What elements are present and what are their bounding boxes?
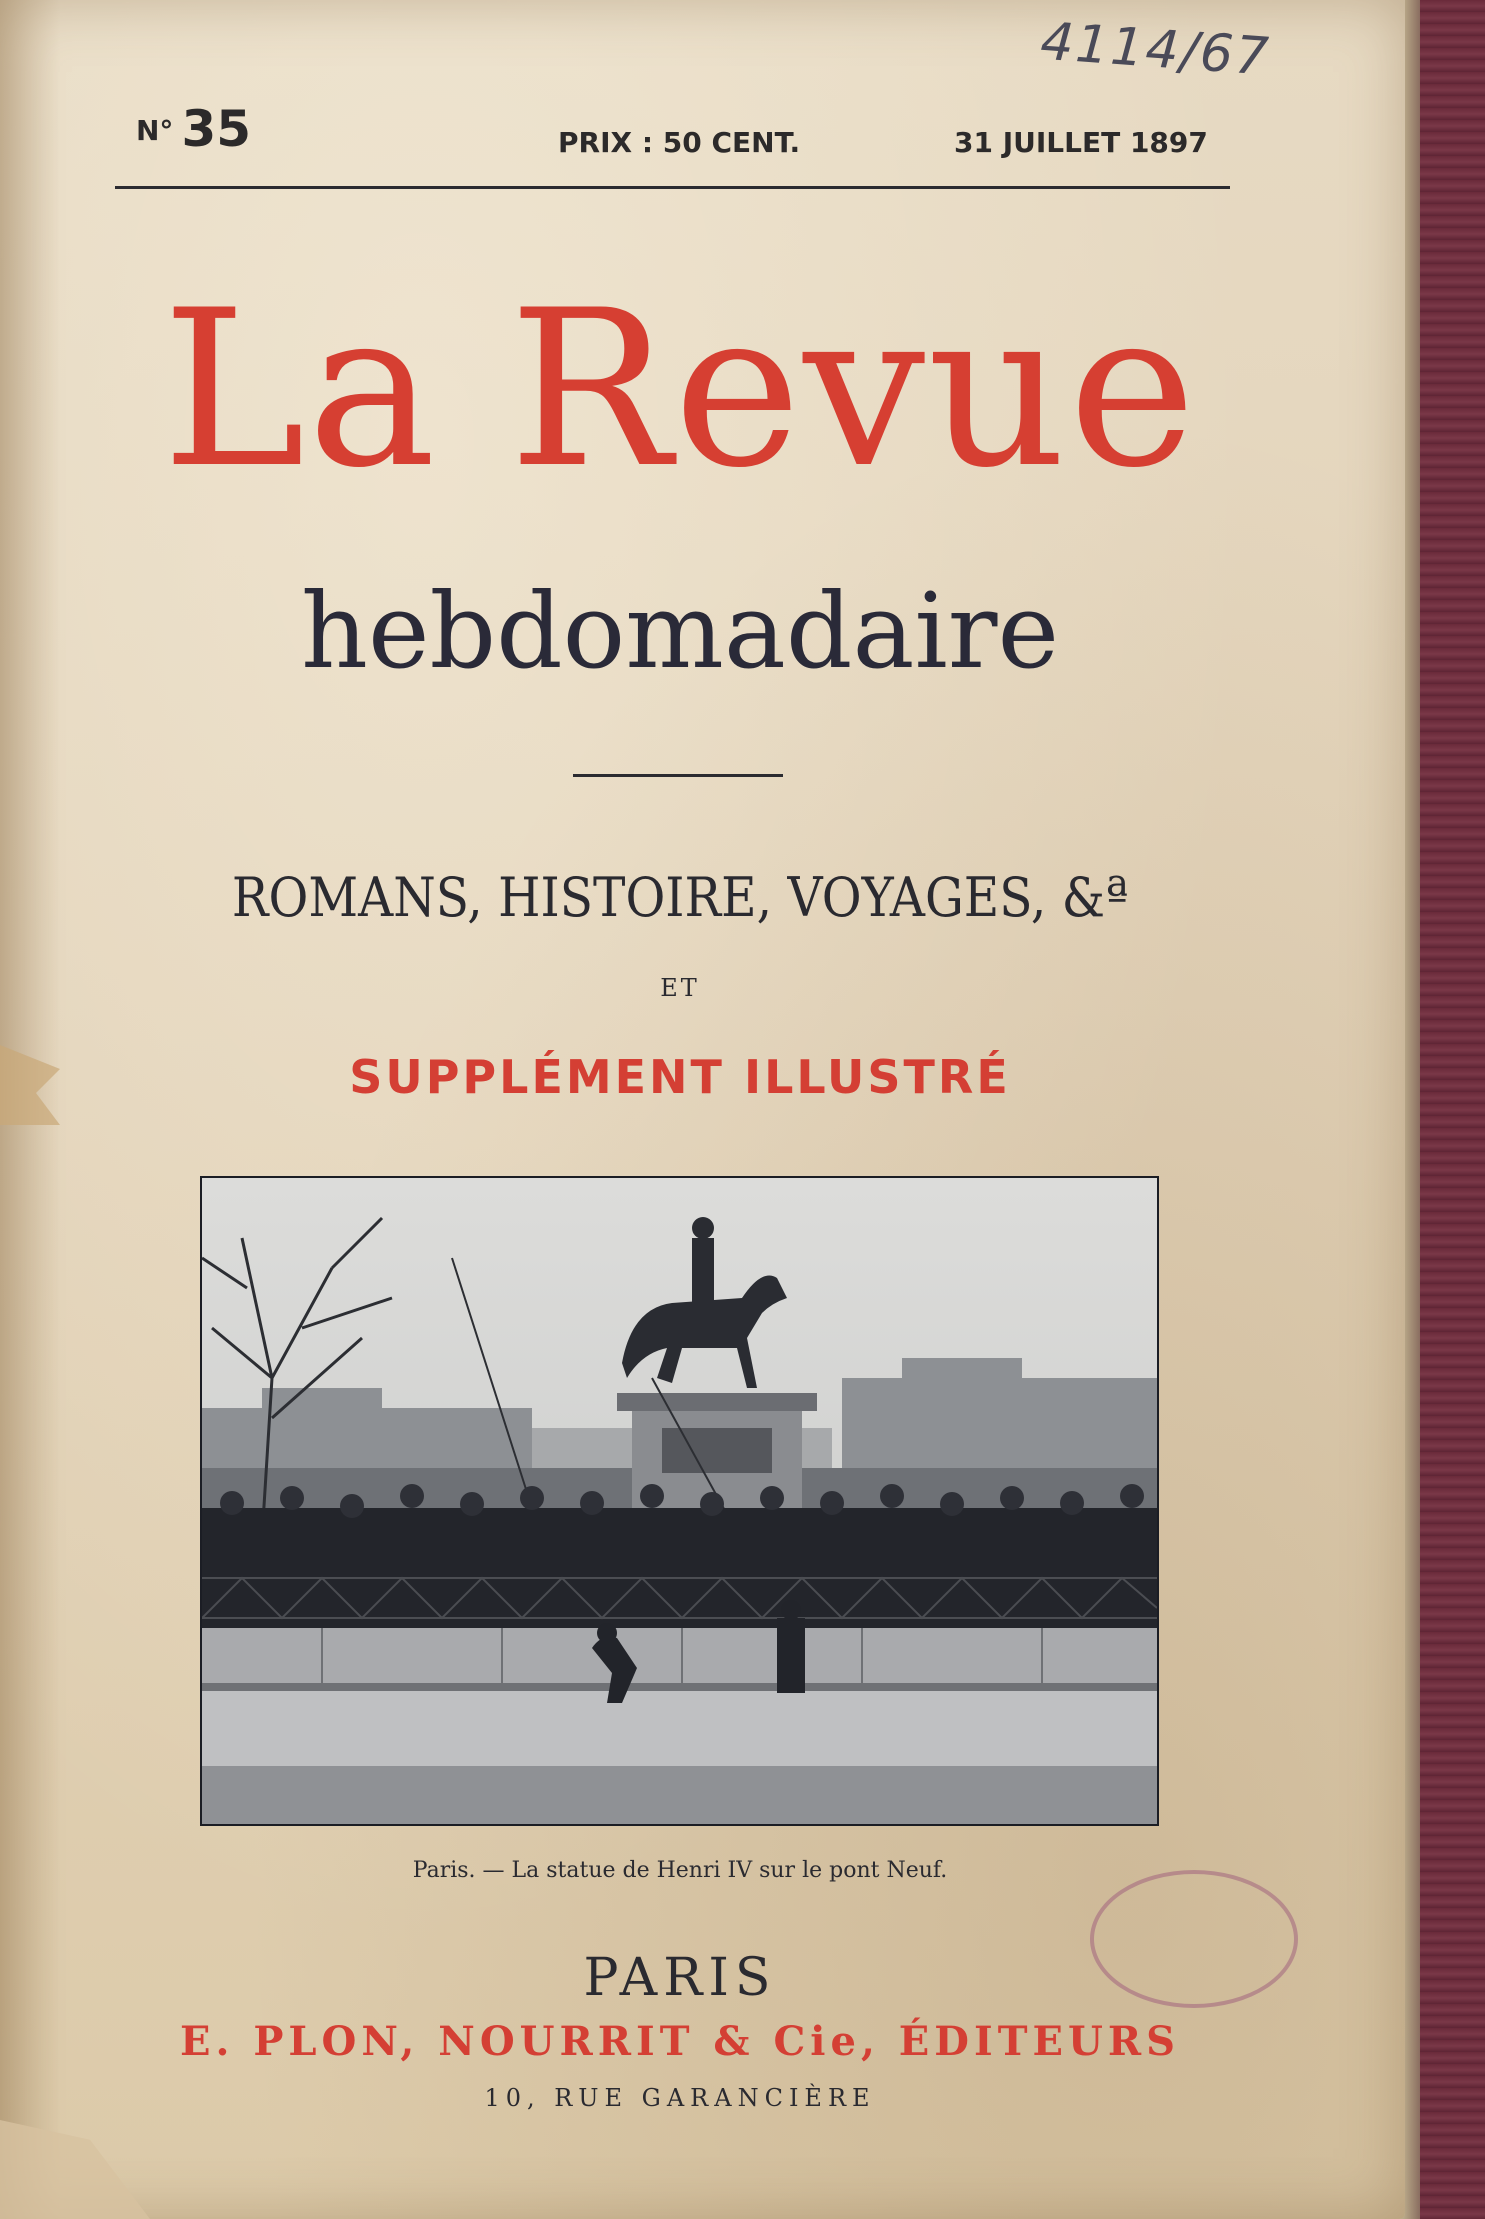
paper-tear-corner: [0, 2120, 150, 2219]
statue-photo-illustration: [202, 1178, 1157, 1824]
publication-city: PARIS: [583, 1948, 777, 2008]
issue-date: 31 JUILLET 1897: [954, 126, 1208, 159]
cover-header: [118, 100, 1228, 160]
photo-caption: Paris. — La statue de Henri IV sur le pont Neuf.: [412, 1858, 948, 1883]
cover-photograph: [200, 1176, 1159, 1826]
price-label: PRIX : 50 CENT.: [558, 126, 801, 159]
issue-prefix: N°: [136, 114, 174, 147]
magazine-subtitle: hebdomadaire: [300, 570, 1059, 692]
issue-number: [136, 100, 251, 158]
handwritten-note: 4114/67: [1038, 11, 1273, 88]
magazine-title: La Revue: [161, 264, 1199, 515]
supplement-label: SUPPLÉMENT ILLUSTRÉ: [349, 1050, 1011, 1104]
conjunction: ET: [660, 974, 700, 1002]
header-rule: [115, 186, 1230, 189]
issue-value: 35: [181, 100, 252, 158]
topics-line: ROMANS, HISTOIRE, VOYAGES, &ª: [231, 866, 1129, 929]
library-stamp: [1090, 1870, 1298, 2008]
divider-rule: [573, 774, 783, 777]
publisher-address: 10, RUE GARANCIÈRE: [484, 2084, 876, 2112]
publisher-name: E. PLON, NOURRIT & Cie, ÉDITEURS: [180, 2018, 1180, 2065]
